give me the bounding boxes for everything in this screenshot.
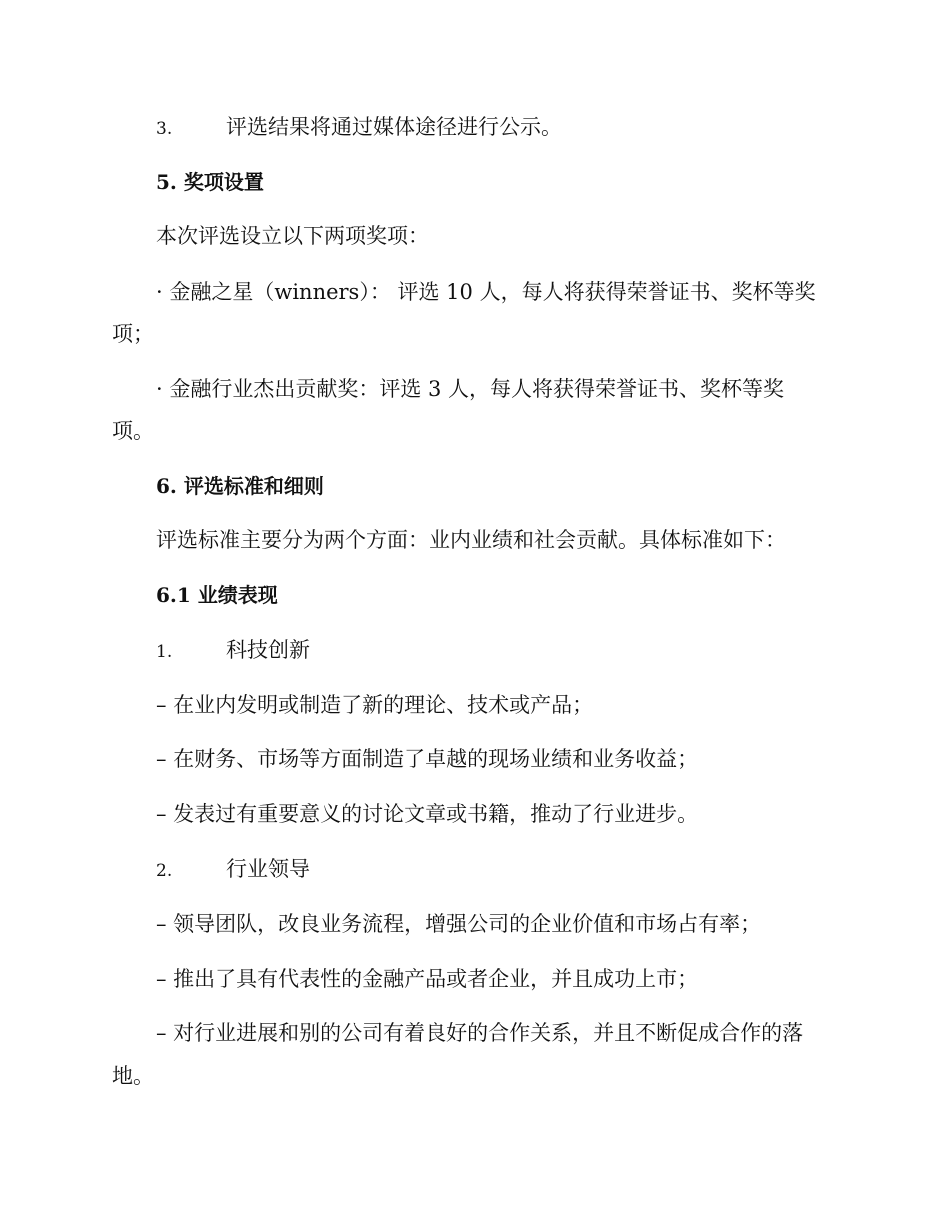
list-number: 2. xyxy=(156,861,173,881)
bullet-item-line-1: – 对行业进展和别的公司有着良好的合作关系，并且不断促成合作的落 xyxy=(156,1021,804,1045)
bullet-item: – 在业内发明或制造了新的理论、技术或产品； xyxy=(156,693,594,717)
award-2-line-1: · 金融行业杰出贡献奖：评选 3 人，每人将获得荣誉证书、奖杯等奖 xyxy=(156,377,785,401)
award-2-line-2: 项。 xyxy=(112,419,154,443)
list-text: 评选结果将通过媒体途径进行公示。 xyxy=(226,115,562,139)
list-item-1 xyxy=(156,635,310,667)
list-number: 3. xyxy=(156,119,173,139)
bullet-item-line-2: 地。 xyxy=(112,1064,154,1088)
section-heading-6-1: 6.1 业绩表现 xyxy=(156,583,278,607)
paragraph-awards-intro: 本次评选设立以下两项奖项： xyxy=(156,224,429,248)
list-text: 科技创新 xyxy=(226,638,310,662)
list-item-2 xyxy=(156,854,310,886)
list-number: 1. xyxy=(156,642,173,662)
section-heading-6: 6. 评选标准和细则 xyxy=(156,474,324,498)
bullet-item: – 发表过有重要意义的讨论文章或书籍，推动了行业进步。 xyxy=(156,802,699,826)
bullet-item: – 推出了具有代表性的金融产品或者企业，并且成功上市； xyxy=(156,967,699,991)
bullet-item: – 在财务、市场等方面制造了卓越的现场业绩和业务收益； xyxy=(156,747,699,771)
list-item-3 xyxy=(156,112,562,144)
bullet-item: – 领导团队，改良业务流程，增强公司的企业价值和市场占有率； xyxy=(156,912,762,936)
award-1-line-2: 项； xyxy=(112,322,154,346)
paragraph-criteria-intro: 评选标准主要分为两个方面：业内业绩和社会贡献。具体标准如下： xyxy=(156,528,786,552)
award-1-line-1: · 金融之星（winners）： 评选 10 人，每人将获得荣誉证书、奖杯等奖 xyxy=(156,280,816,304)
list-text: 行业领导 xyxy=(226,857,310,881)
section-heading-5: 5. 奖项设置 xyxy=(156,170,264,194)
